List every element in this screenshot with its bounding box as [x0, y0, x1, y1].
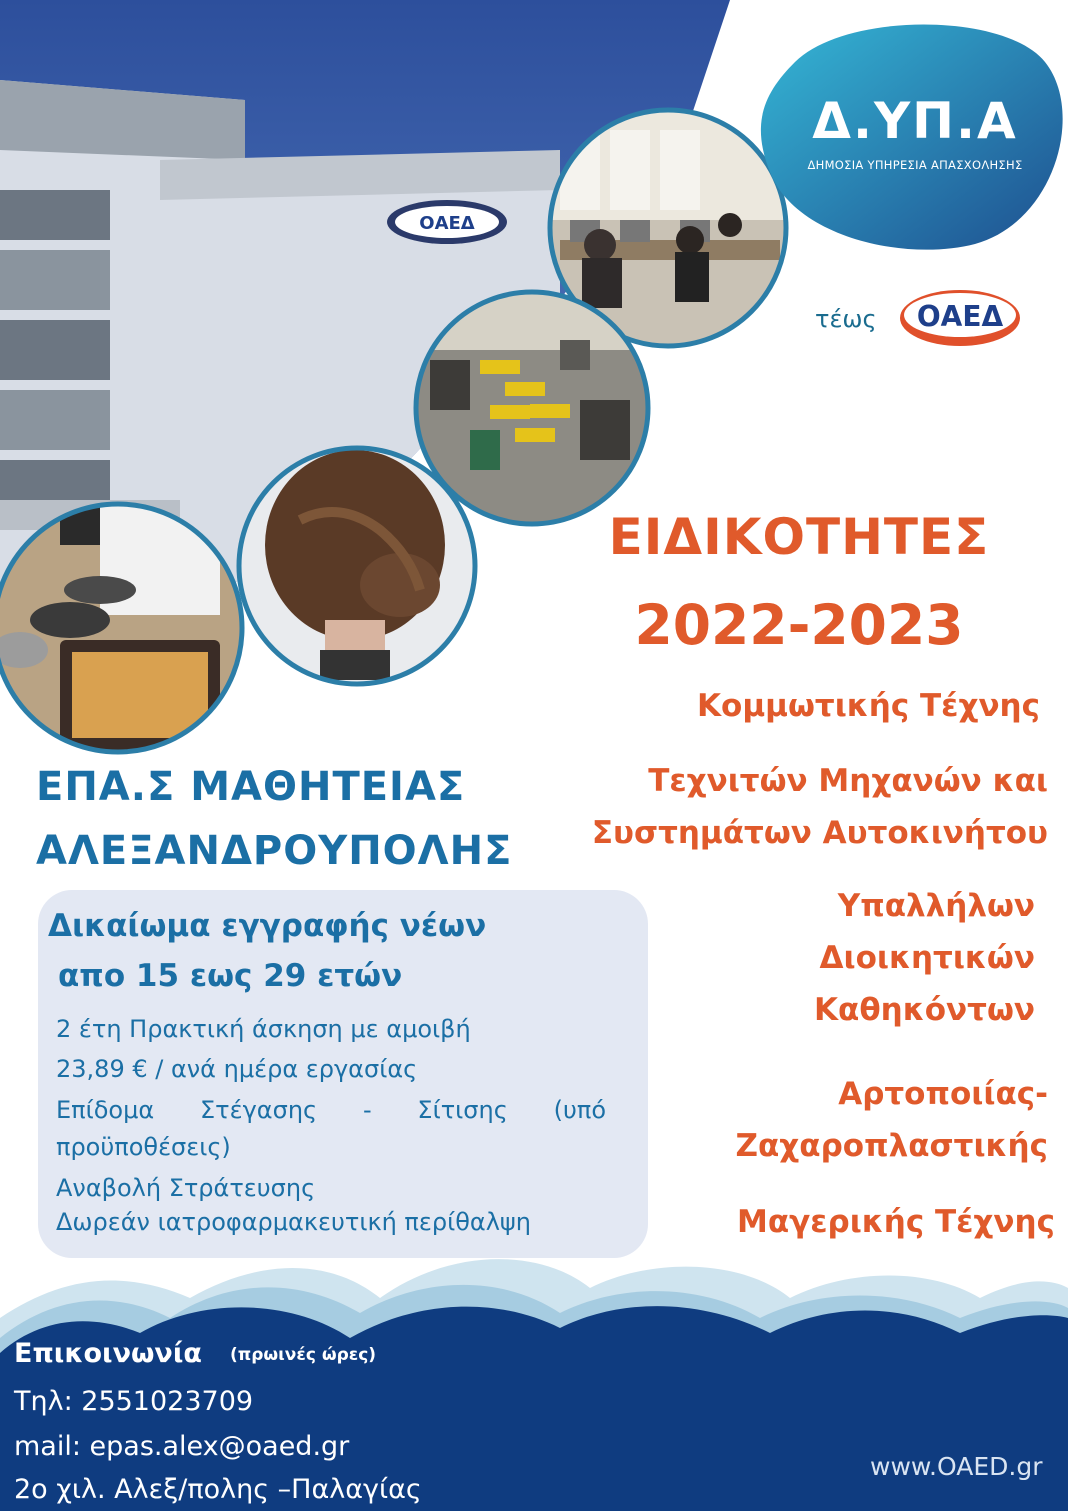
specialty-line: Συστημάτων Αυτοκινήτου [591, 815, 1048, 851]
specialty-hairdressing [520, 680, 1040, 732]
oaed-building-sign-icon [387, 200, 507, 244]
eligibility-heading: Δικαίωμα εγγραφής νέων [48, 908, 487, 944]
specialty-line: Καθηκόντων [814, 992, 1035, 1028]
eligibility-age: απο 15 εως 29 ετών [58, 958, 403, 994]
specialty-line: Τεχνιτών Μηχανών και [648, 763, 1048, 799]
school-name-line1: ΕΠΑ.Σ ΜΑΘΗΤΕΙΑΣ [36, 764, 466, 810]
contact-phone[interactable]: Τηλ: 2551023709 [14, 1386, 254, 1417]
former-prefix: τέως [815, 305, 877, 333]
benefit-line: 2 έτη Πρακτική άσκηση με αμοιβή [56, 1015, 471, 1043]
svg-text:ΟΑΕΔ: ΟΑΕΔ [419, 213, 475, 234]
contact-email[interactable]: mail: epas.alex@oaed.gr [14, 1431, 350, 1462]
specialty-line: Διοικητικών [819, 940, 1035, 976]
contact-address: 2ο χιλ. Αλεξ/πολης –Παλαγίας [14, 1474, 422, 1505]
specialties-years: 2022-2023 [634, 593, 964, 657]
dypa-logo-title: Δ.ΥΠ.Α [812, 92, 1018, 150]
contact-label: Επικοινωνία [14, 1338, 202, 1369]
specialty-automotive [528, 755, 1048, 859]
specialties-heading: ΕΙΔΙΚΟΤΗΤΕΣ [608, 508, 990, 566]
benefit-line: Δωρεάν ιατροφαρμακευτική περίθαλψη [56, 1208, 531, 1236]
specialty-line: Μαγερικής Τέχνης [736, 1204, 1055, 1240]
dypa-logo-subtitle: ΔΗΜΟΣΙΑ ΥΠΗΡΕΣΙΑ ΑΠΑΣΧΟΛΗΣΗΣ [807, 158, 1023, 172]
benefit-line: 23,89 € / ανά ημέρα εργασίας [56, 1055, 418, 1083]
contact-hours-note: (πρωινές ώρες) [230, 1345, 377, 1365]
oaed-logo-icon [898, 288, 1023, 348]
oaed-logo-text: ΟΑΕΔ [916, 300, 1004, 333]
website-link[interactable]: www.OAED.gr [870, 1452, 1043, 1481]
benefit-line: Επίδομα Στέγασης - Σίτισης (υπό [56, 1096, 606, 1124]
benefit-line: προϋποθέσεις) [56, 1133, 231, 1161]
specialty-line: Ζαχαροπλαστικής [735, 1128, 1048, 1164]
benefit-line: Αναβολή Στράτευσης [56, 1174, 316, 1202]
specialty-line: Υπαλλήλων [837, 888, 1035, 924]
school-name-line2: ΑΛΕΞΑΝΔΡΟΥΠΟΛΗΣ [36, 828, 513, 874]
specialty-line: Κομμωτικής Τέχνης [697, 688, 1040, 724]
specialty-line: Αρτοποιίας- [838, 1076, 1048, 1112]
